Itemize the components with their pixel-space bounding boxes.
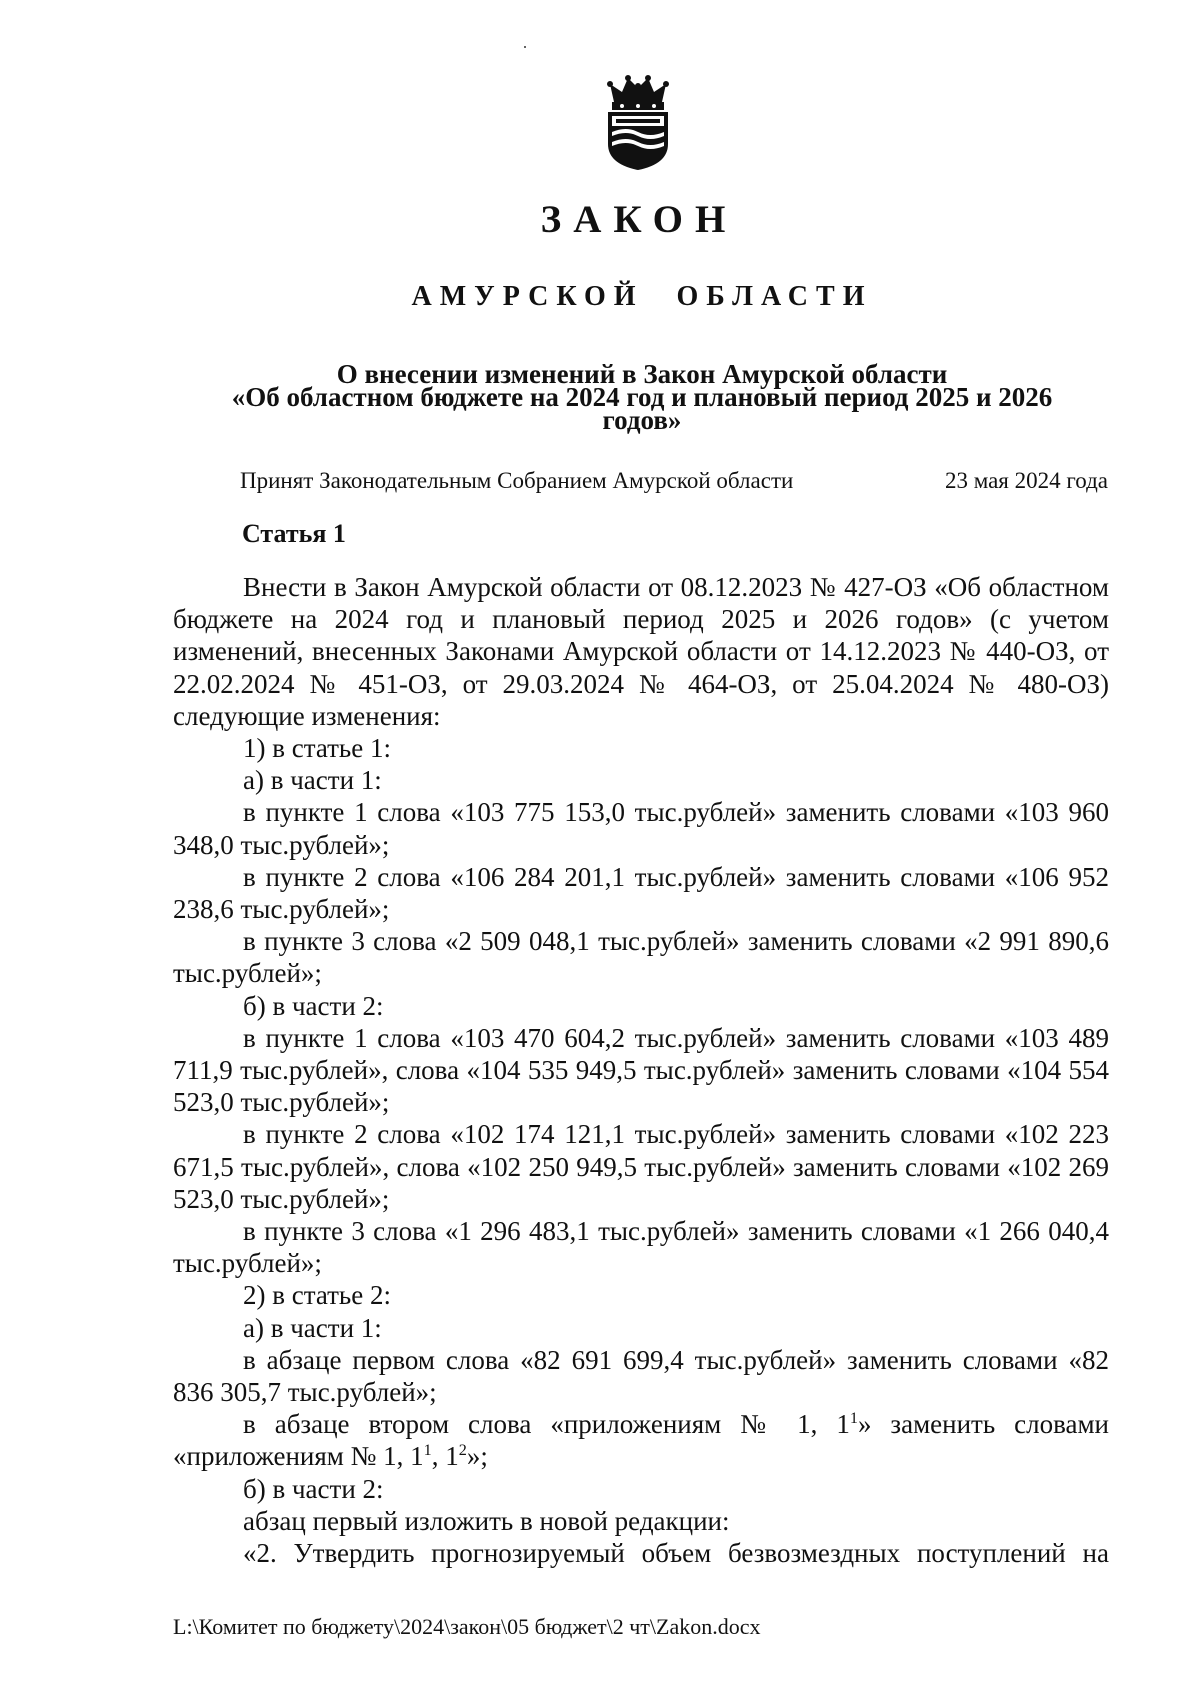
list-item: в пункте 2 слова «106 284 201,1 тыс.рублей» заменить словами «106 952 238,6 тыс.рублей»; xyxy=(173,861,1109,925)
scan-speck xyxy=(524,46,526,48)
region-title: АМУРСКОЙ ОБЛАСТИ xyxy=(411,281,873,312)
article-heading: Статья 1 xyxy=(242,519,346,548)
list-item: в пункте 2 слова «102 174 121,1 тыс.рублей» заменить словами «102 223 671,5 тыс.рублей», слова «102 250 949,5 тыс.рублей» заменить словами «102 269 523,0 тыс.рублей»; xyxy=(173,1119,1109,1214)
subject-line: О внесении изменений в Закон Амурской области xyxy=(336,359,948,389)
list-item: а) в части 1: xyxy=(243,765,382,796)
law-subject xyxy=(180,359,1104,435)
coat-of-arms-icon xyxy=(600,72,676,172)
list-item: в абзаце первом слова «82 691 699,4 тыс.рублей» заменить словами «82 836 305,7 тыс.рублей»; xyxy=(173,1344,1109,1408)
list-item: а) в части 1: xyxy=(243,1312,382,1343)
list-item: в пункте 3 слова «1 296 483,1 тыс.рублей» заменить словами «1 266 040,4 тыс.рублей»; xyxy=(173,1216,1109,1279)
list-item: в пункте 3 слова «2 509 048,1 тыс.рублей» заменить словами «2 991 890,6 тыс.рублей»; xyxy=(173,926,1109,989)
list-item: в пункте 1 слова «103 775 153,0 тыс.рублей» заменить словами «103 960 348,0 тыс.рублей»; xyxy=(173,797,1109,860)
law-title: ЗАКОН xyxy=(540,198,738,241)
intro-paragraph: Внести в Закон Амурской области от 08.12.2023 № 427-ОЗ «Об областном бюджете на 2024 год и плановый период 2025 и 2026 годов» (с учетом изменений, внесенных Законами Амурской области от 14.12.2023 № 440-ОЗ, от 22.02.2024 № 451-ОЗ, от 29.03.2024 № 464-ОЗ, от 25.04.2024 № 480-ОЗ) следующие изменения: xyxy=(173,572,1109,731)
list-item: 2) в статье 2: xyxy=(243,1280,391,1311)
list-item: б) в части 2: xyxy=(243,990,384,1021)
adoption-info xyxy=(240,467,1108,495)
subject-line: годов» xyxy=(602,405,682,435)
file-path-footer: L:\Комитет по бюджету\2024\закон\05 бюджет\2 чт\Zakon.docx xyxy=(173,1614,761,1639)
list-item: абзац первый изложить в новой редакции: xyxy=(243,1505,730,1536)
adopted-date: 23 мая 2024 года xyxy=(944,468,1108,493)
adopted-by: Принят Законодательным Собранием Амурской области xyxy=(240,468,794,493)
list-item: в пункте 1 слова «103 470 604,2 тыс.рублей» заменить словами «103 489 711,9 тыс.рублей», слова «104 535 949,5 тыс.рублей» заменить словами «104 554 523,0 тыс.рублей»; xyxy=(173,1022,1109,1118)
article-body xyxy=(173,571,1109,1569)
appendix-list-item: в абзаце втором слова «приложениям № 1, $1^1$» заменить словами «приложениям № 1, $1^1$, $1^2$»; xyxy=(173,1409,1110,1472)
subject-line: «Об областном бюджете на 2024 год и плановый период 2025 и 2026 xyxy=(231,382,1053,412)
list-item: «2. Утвердить прогнозируемый объем безвозмездных поступлений на xyxy=(243,1538,1109,1569)
list-item: б) в части 2: xyxy=(243,1473,384,1504)
list-item: 1) в статье 1: xyxy=(243,733,391,764)
